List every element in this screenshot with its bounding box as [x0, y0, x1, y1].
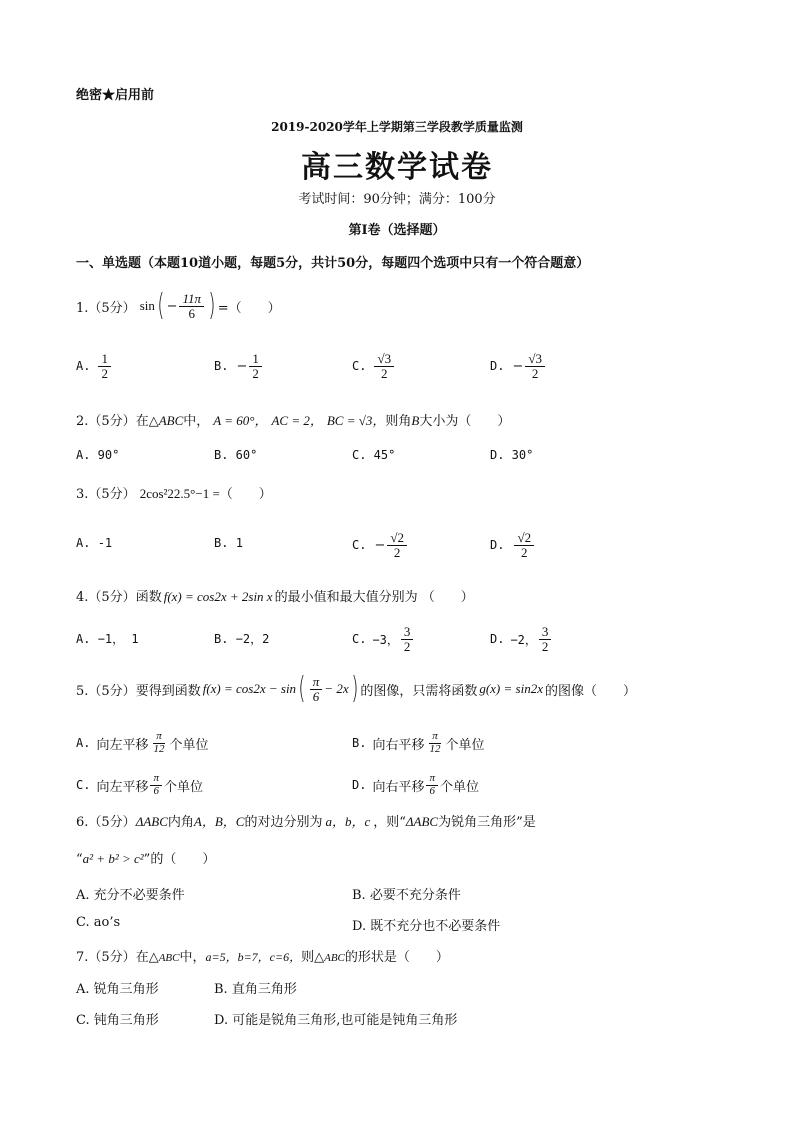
frac-den: 2	[393, 544, 401, 560]
q3-expression: 2cos²22.5°−1 =（ ）	[139, 486, 272, 501]
option-label: A.	[76, 632, 91, 646]
q7-text: 中，	[179, 950, 206, 965]
option-label: B.	[214, 359, 229, 373]
option-text: 个单位	[439, 779, 479, 795]
option-label: B.	[352, 736, 367, 750]
option-label: D.	[490, 359, 505, 373]
question-number: 3.（5分）	[76, 487, 136, 502]
q6-option-b[interactable]: B. 必要不充分条件	[352, 888, 461, 903]
frac-den: 12	[153, 742, 165, 755]
question-number: 4.（5分）	[76, 590, 136, 605]
option-sign: −	[512, 358, 524, 374]
q3-option-b[interactable]	[214, 536, 243, 550]
frac-num: 1	[249, 352, 262, 367]
option-text: −3，	[372, 632, 399, 647]
q7-triangle: ABC	[158, 952, 180, 964]
q7-text: 则△	[301, 950, 325, 965]
q3-options	[76, 524, 716, 566]
q5-option-b[interactable]	[352, 726, 484, 760]
q7-condition: a=5，b=7，c=6，	[205, 950, 302, 964]
option-label: C.	[352, 632, 367, 646]
q7-triangle: ABC	[324, 952, 345, 964]
question-number: 6.（5分）	[76, 815, 136, 830]
q5-option-c[interactable]	[76, 768, 203, 802]
option-fraction	[525, 352, 545, 380]
option-text: 向左平移	[96, 779, 149, 795]
q4-option-b[interactable]	[214, 630, 269, 647]
option-label: A.	[76, 536, 91, 550]
question-number: 1.（5分）	[76, 300, 136, 316]
q4-text: 的最小值和最大值分别为 （ ）	[274, 590, 474, 605]
q1-sin: sin	[139, 298, 155, 313]
q1-fraction	[179, 292, 204, 320]
option-text: -1	[97, 536, 113, 550]
q6-text: 为锐角三角形”是	[438, 815, 536, 830]
option-text: −2，2	[235, 632, 270, 646]
q1-option-b[interactable]	[214, 346, 264, 386]
right-paren: )	[350, 671, 358, 706]
q7-text: 在△	[135, 950, 159, 965]
q4-option-d[interactable]	[490, 618, 553, 660]
option-fraction	[426, 731, 443, 755]
option-label: A.	[76, 359, 91, 373]
option-text: 向右平移	[372, 779, 425, 795]
option-label: A.	[76, 736, 91, 750]
q4-text: 函数	[135, 590, 162, 605]
option-fraction	[401, 625, 414, 653]
q7-option-a[interactable]: A. 锐角三角形	[76, 982, 159, 997]
q6-text: 的对边分别为	[244, 815, 323, 830]
q5-expression: f(x) = cos2x − sin	[202, 681, 297, 696]
frac-den: 6	[429, 784, 435, 797]
left-paren: (	[298, 671, 306, 706]
option-label: D.	[352, 778, 367, 792]
q1-option-c[interactable]	[352, 346, 396, 386]
q6-triangle: ΔABC	[135, 814, 168, 829]
question-4	[76, 586, 474, 605]
exam-title: 高三数学试卷	[301, 150, 493, 185]
exam-info: 考试时间：90分钟；满分：100分	[298, 192, 496, 207]
option-fraction	[387, 531, 407, 559]
option-fraction	[98, 352, 111, 380]
question-3	[76, 483, 272, 502]
q7-option-b[interactable]: B. 直角三角形	[214, 982, 297, 997]
q2-triangle: ABC	[158, 413, 184, 428]
question-2	[76, 410, 510, 429]
q5-expression: g(x) = sin2x	[479, 681, 543, 696]
q1-fraction-den: 6	[188, 305, 196, 321]
q6-triangle: ΔABC	[405, 814, 439, 829]
frac-den: 2	[521, 544, 528, 560]
option-fraction	[514, 531, 534, 559]
q2-option-d[interactable]: D. 30°	[490, 448, 534, 462]
frac-num: π	[153, 731, 165, 744]
q4-options	[76, 618, 716, 660]
q2-condition: BC = √3，	[326, 413, 386, 428]
option-fraction	[374, 352, 394, 380]
frac-num: √2	[387, 531, 407, 546]
q6-text: ，则“	[373, 815, 406, 830]
q4-expression: f(x) = cos2x + 2sin x	[163, 589, 273, 604]
q1-fraction-num: 11π	[179, 292, 204, 307]
question-5	[76, 668, 636, 710]
frac-num: π	[310, 675, 323, 690]
q2-condition: AC = 2，	[271, 413, 323, 428]
option-label: B.	[214, 536, 229, 550]
question-number: 5.（5分）	[76, 683, 136, 699]
option-text: −1， 1	[97, 632, 139, 646]
option-label: B.	[214, 632, 229, 646]
q2-angle: B	[411, 413, 420, 428]
q1-options	[76, 346, 716, 386]
section-heading: 一、单选题（本题10道小题，每题5分，共计50分，每题四个选项中只有一个符合题意）	[76, 256, 590, 271]
q6-text: 内角	[167, 815, 194, 830]
frac-num: π	[429, 731, 441, 744]
left-paren: (	[157, 288, 165, 323]
q1-option-a[interactable]	[76, 346, 113, 386]
frac-den: 2	[252, 365, 259, 381]
option-label: C.	[352, 359, 367, 373]
q2-option-c[interactable]: C. 45°	[352, 448, 396, 462]
option-fraction	[539, 625, 552, 653]
q5-text: 的图像，只需将函数	[360, 683, 478, 699]
right-paren: )	[208, 288, 216, 323]
q5-text: 的图像（ ）	[544, 683, 636, 699]
frac-num: 1	[98, 352, 111, 367]
option-sign: −	[374, 537, 386, 553]
question-7	[76, 946, 449, 965]
option-fraction	[150, 731, 167, 755]
term-title: 2019-2020学年上学期第三学段教学质量监测	[271, 120, 523, 134]
option-label: C.	[76, 778, 91, 792]
frac-den: 12	[429, 742, 441, 755]
q4-option-a[interactable]	[76, 630, 139, 647]
q2-text: 中，	[183, 414, 210, 429]
option-fraction	[249, 352, 262, 380]
option-text: 个单位	[163, 779, 203, 795]
q1-post: =（ ）	[217, 300, 281, 316]
question-1	[76, 286, 281, 326]
option-sign: −	[236, 358, 248, 374]
q2-text: 则角	[385, 414, 412, 429]
frac-num: 3	[539, 625, 552, 640]
q2-condition: A = 60°，	[213, 413, 268, 428]
frac-den: 6	[153, 784, 159, 797]
frac-num: √3	[525, 352, 545, 367]
option-label: C.	[352, 538, 367, 552]
q4-option-c[interactable]	[352, 618, 415, 660]
option-text: 个单位	[169, 737, 209, 753]
q6-option-c[interactable]: C. ao’s	[76, 915, 121, 930]
option-label: D.	[490, 538, 505, 552]
q7-option-d[interactable]: D. 可能是锐角三角形,也可能是钝角三角形	[214, 1013, 458, 1028]
frac-den: 2	[101, 365, 108, 381]
frac-den: 2	[381, 365, 388, 381]
option-label: D.	[490, 632, 505, 646]
frac-num: π	[426, 773, 438, 786]
secret-label: 绝密★启用前	[76, 88, 155, 103]
q5-text: 要得到函数	[135, 683, 201, 699]
frac-num: π	[150, 773, 162, 786]
q6-option-a[interactable]: A. 充分不必要条件	[76, 888, 185, 903]
option-fraction	[150, 773, 162, 797]
q2-option-b[interactable]: B. 60°	[214, 448, 258, 462]
frac-den: 6	[312, 688, 320, 704]
frac-num: √3	[374, 352, 394, 367]
q6-text: “	[76, 852, 83, 867]
q6-text: ”的（ ）	[143, 852, 216, 867]
q2-option-a[interactable]: A. 90°	[76, 448, 120, 462]
q1-minus: −	[166, 298, 178, 314]
q3-option-a[interactable]	[76, 536, 112, 550]
q2-text: 在△	[135, 414, 159, 429]
q6-sides: a，b，c	[325, 814, 371, 829]
q5-fraction	[310, 675, 323, 703]
option-text: 1	[235, 536, 243, 550]
q2-text: 大小为（ ）	[419, 414, 511, 429]
question-6-line-2	[76, 848, 215, 867]
q7-text: 的形状是（ ）	[344, 950, 449, 965]
volume-heading: 第I卷（选择题）	[348, 223, 446, 238]
option-text: −2，	[510, 632, 537, 647]
q1-option-d[interactable]	[490, 346, 547, 386]
q6-vertices: A，B，C	[193, 814, 245, 829]
option-text: 向右平移	[372, 737, 425, 753]
question-6	[76, 811, 536, 830]
option-fraction	[426, 773, 438, 797]
frac-num: 3	[401, 625, 414, 640]
question-number: 2.（5分）	[76, 414, 136, 429]
option-text: 个单位	[445, 737, 485, 753]
question-number: 7.（5分）	[76, 950, 136, 965]
option-text: 向左平移	[96, 737, 149, 753]
q5-option-a[interactable]	[76, 726, 208, 760]
q6-expression: a² + b² > c²	[82, 851, 144, 866]
q3-option-d[interactable]	[490, 524, 536, 566]
q5-option-d[interactable]	[352, 768, 479, 802]
q6-option-d[interactable]: D. 既不充分也不必要条件	[352, 919, 501, 934]
frac-den: 2	[531, 365, 539, 381]
frac-den: 2	[541, 638, 549, 654]
q7-option-c[interactable]: C. 钝角三角形	[76, 1013, 159, 1028]
frac-num: √2	[514, 531, 534, 546]
q3-option-c[interactable]	[352, 524, 409, 566]
frac-den: 2	[403, 638, 411, 654]
q5-expression: − 2x	[324, 681, 349, 696]
